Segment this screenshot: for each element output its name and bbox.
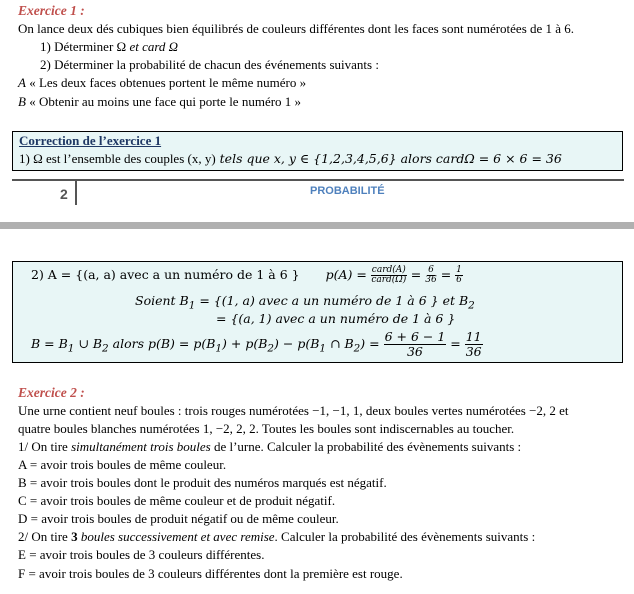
box2-line4: $B = B_1$ ∪ $B_2$ alors $p(B) = p(B_1) + p(B_2) - p(B_1$ ∩ $B_2$) = $\frac{6 + 6 - 1}{36}$ = $\frac{11}{36}$ <box>31 329 482 359</box>
exercise2-part1 <box>18 439 521 455</box>
exercise2-paragraph1: Une urne contient neuf boules : trois rouges numérotées −1, −1, 1, deux boules vertes numérotées −2, 2 et <box>18 403 569 418</box>
pb-f2-num: 11 <box>465 329 482 344</box>
pa-f3-num: 1 <box>456 265 462 275</box>
box2-line2 <box>135 293 475 312</box>
pb-text: alors p(B) = p(B <box>108 336 216 351</box>
box2-line1 <box>31 266 463 285</box>
event-b2: B = avoir trois boules dont le produit des numéros marqués est négatif. <box>18 475 387 490</box>
page-number: 2 <box>60 186 68 202</box>
pa-fraction <box>371 266 407 285</box>
part2-suffix: . Calculer la probabilité des évènements suivants : <box>274 529 536 544</box>
event-b-text: « Obtenir au moins une face qui porte le numéro 1 » <box>25 94 302 109</box>
b1-sub: 1 <box>188 299 196 312</box>
b2-sub: 2 <box>468 299 475 312</box>
event-b <box>18 94 301 110</box>
part1-prefix: 1/ On tire <box>18 439 72 454</box>
event-a2: A = avoir trois boules de même couleur. <box>18 457 227 472</box>
pa-f2-num: 6 <box>428 265 434 275</box>
pb-text2: ) + p(B <box>222 336 268 351</box>
pb-text3: ) − p(B <box>274 336 320 351</box>
box2-line3: = {(a, 1) avec a un numéro de 1 à 6 } <box>216 311 456 326</box>
box2-line1-left: 2) A = {(a, a) avec a un numéro de 1 à 6 } <box>31 267 300 282</box>
pa-label: p(A) = <box>325 267 367 282</box>
pb-eq: = <box>450 336 461 351</box>
pa-frac-num: card(A) <box>371 265 406 275</box>
pb-fraction1 <box>384 330 447 359</box>
pa-fraction2 <box>425 266 436 285</box>
event-b-label: B <box>18 94 26 109</box>
pa-frac-den: card(Ω) <box>371 275 407 285</box>
page-section-label: PROBABILITÉ <box>310 185 385 197</box>
page-header <box>12 179 624 203</box>
correction-line1 <box>19 151 562 167</box>
pb-f2-den: 36 <box>465 344 482 359</box>
event-c: C = avoir trois boules de même couleur et de produit négatif. <box>18 493 336 508</box>
pb-text4: ) = <box>360 336 380 351</box>
page-separator <box>0 222 634 229</box>
part1-emphasis: simultanément trois boules <box>71 439 211 454</box>
pa-eq2: = <box>440 267 452 282</box>
exercise1-question2: 2) Déterminer la probabilité de chacun des événements suivants : <box>40 57 379 72</box>
exercise1-intro: On lance deux dés cubiques bien équilibrés de couleurs différentes dont les faces sont numérotées de 1 à 6. <box>18 21 575 36</box>
question1-text: 1) Déterminer Ω <box>40 39 130 54</box>
event-d: D = avoir trois boules de produit négatif ou de même couleur. <box>18 511 339 526</box>
pb-f1-den: 36 <box>406 344 423 359</box>
correction-box <box>12 131 623 171</box>
event-a-text: « Les deux faces obtenues portent le même numéro » <box>25 75 307 90</box>
correction-line1-text: 1) Ω est l’ensemble des couples (x, y) <box>19 151 216 166</box>
exercise1-question1 <box>40 39 178 55</box>
pa-f3-den: 6 <box>456 275 462 285</box>
b1-definition: = {(1, a) avec a un numéro de 1 à 6 } et B <box>195 293 469 308</box>
exercise2-title: Exercice 2 : <box>18 385 85 400</box>
soient-label: Soient B <box>135 293 189 308</box>
part2-number: 3 <box>71 529 78 544</box>
part1-suffix: de l’urne. Calculer la probabilité des évènements suivants : <box>210 439 522 454</box>
correction-line1-math: tels que x, y ∈ {1,2,3,4,5,6} alors cardΩ = 6 × 6 = 36 <box>215 151 562 166</box>
pa-f2-den: 36 <box>425 275 437 285</box>
question1-math: et card Ω <box>129 39 179 54</box>
exercise1-title: Exercice 1 : <box>18 3 85 18</box>
header-divider <box>12 179 624 181</box>
exercise2-part2 <box>18 529 535 545</box>
pa-fraction3 <box>455 266 463 285</box>
event-a-label: A <box>18 75 26 90</box>
pb-fraction2 <box>465 330 483 359</box>
pb-f1-num: 6 + 6 − 1 <box>384 329 446 344</box>
correction-title: Correction de l’exercice 1 <box>19 133 162 148</box>
part2-prefix: 2/ On tire <box>18 529 72 544</box>
b-union-label: B = B <box>31 336 68 351</box>
correction-box-2 <box>12 261 623 363</box>
event-e: E = avoir trois boules de 3 couleurs différentes. <box>18 547 265 562</box>
part2-emphasis: boules successivement et avec remise <box>77 529 275 544</box>
event-a <box>18 75 306 91</box>
exercise2-paragraph2: quatre boules blanches numérotées 1, −2, 2, 2. Toutes les boules sont indiscernables au toucher. <box>18 421 515 436</box>
event-f: F = avoir trois boules de 3 couleurs différentes dont la première est rouge. <box>18 566 403 581</box>
header-vertical-divider <box>75 181 77 205</box>
pa-eq1: = <box>410 267 422 282</box>
